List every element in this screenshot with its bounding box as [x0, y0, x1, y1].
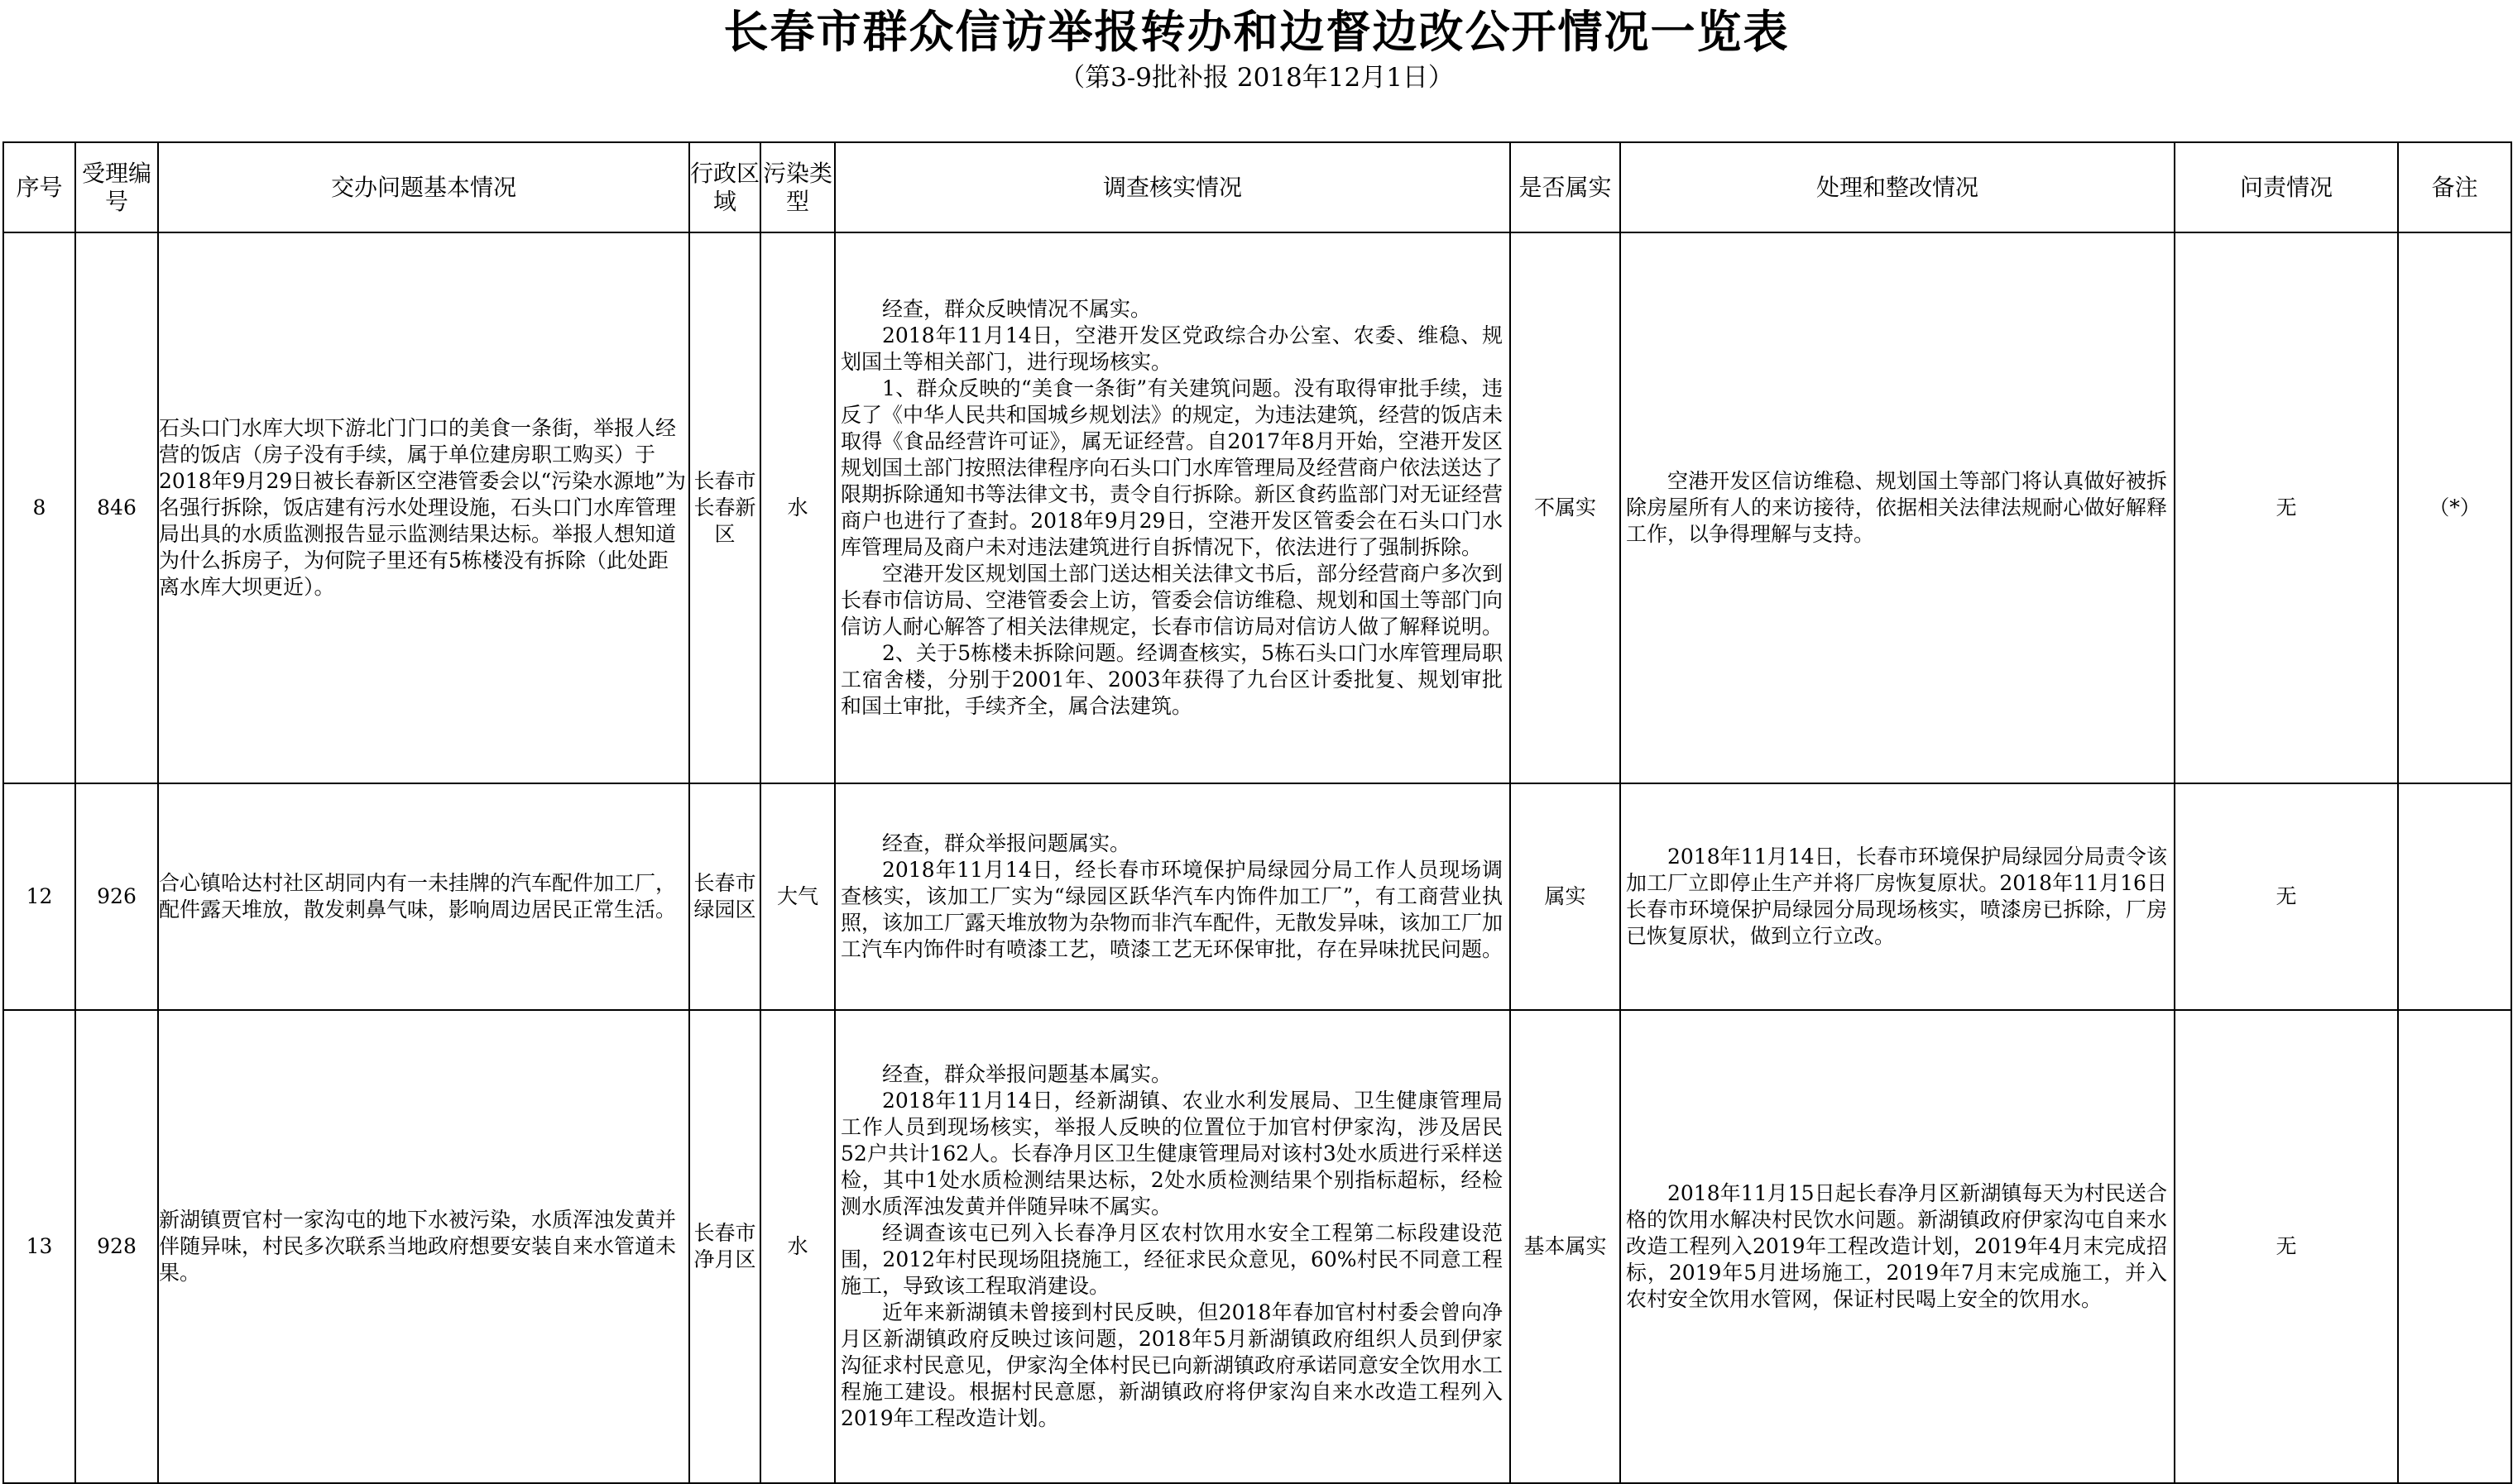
investigation-paragraph: 经查，群众举报问题属实。 [882, 831, 1131, 855]
cell-issue: 新湖镇贾官村一家沟屯的地下水被污染，水质浑浊发黄并伴随异味，村民多次联系当地政府想要安装自来水管道未果。 [158, 1010, 689, 1483]
cell-investigation [835, 1010, 1510, 1483]
cell-remarks [2398, 1010, 2511, 1483]
table-row [3, 232, 2511, 783]
header-region: 行政区域 [689, 142, 760, 232]
cell-seq: 12 [3, 783, 75, 1010]
investigation-paragraph: 空港开发区规划国土部门送达相关法律文书后，部分经营商户多次到长春市信访局、空港管委会上访，管委会信访维稳、规划和国土等部门向信访人耐心解答了相关法律规定，长春市信访局对信访人做了解释说明。 [841, 562, 1503, 639]
cell-handling [1620, 783, 2175, 1010]
cell-seq: 13 [3, 1010, 75, 1483]
cell-receipt-no: 926 [75, 783, 158, 1010]
cell-handling [1620, 232, 2175, 783]
table-header-row [3, 142, 2511, 232]
header-remarks: 备注 [2398, 142, 2511, 232]
cell-receipt-no: 846 [75, 232, 158, 783]
investigation-paragraph: 经查，群众反映情况不属实。 [882, 297, 1152, 321]
investigation-paragraph: 2018年11月14日，经新湖镇、农业水利发展局、卫生健康管理局工作人员到现场核实，举报人反映的位置位于加官村伊家沟，涉及居民52户共计162人。长春净月区卫生健康管理局对该村3处水质进行采样送检，其中1处水质检测结果达标，2处水质检测结果个别指标超标，经检测水质浑浊发黄并伴随异味不属实。 [841, 1089, 1503, 1218]
investigation-paragraph: 2018年11月14日，空港开发区党政综合办公室、农委、维稳、规划国土等相关部门，进行现场核实。 [841, 323, 1503, 374]
investigation-paragraph: 经调查该屯已列入长春净月区农村饮用水安全工程第二标段建设范围，2012年村民现场阻挠施工，经征求民众意见，60%村民不同意工程施工，导致该工程取消建设。 [841, 1221, 1503, 1298]
header-seq: 序号 [3, 142, 75, 232]
cell-pollution: 水 [760, 232, 835, 783]
table-row [3, 783, 2511, 1010]
cell-remarks: （*） [2398, 232, 2511, 783]
header-pollution: 污染类型 [760, 142, 835, 232]
investigation-paragraph: 经查，群众举报问题基本属实。 [882, 1062, 1173, 1086]
cell-accountability: 无 [2175, 783, 2398, 1010]
cell-accountability: 无 [2175, 1010, 2398, 1483]
table-row [3, 1010, 2511, 1483]
cell-issue: 合心镇哈达村社区胡同内有一未挂牌的汽车配件加工厂，配件露天堆放，散发刺鼻气味，影响周边居民正常生活。 [158, 783, 689, 1010]
cell-receipt-no: 928 [75, 1010, 158, 1483]
cell-remarks [2398, 783, 2511, 1010]
investigation-paragraph: 2018年11月14日，经长春市环境保护局绿园分局工作人员现场调查核实，该加工厂实为“绿园区跃华汽车内饰件加工厂”，有工商营业执照，该加工厂露天堆放物为杂物而非汽车配件，无散发异味，该加工厂加工汽车内饰件时有喷漆工艺，喷漆工艺无环保审批，存在异味扰民问题。 [841, 858, 1503, 961]
cell-issue: 石头口门水库大坝下游北门门口的美食一条街，举报人经营的饭店（房子没有手续，属于单位建房职工购买）于2018年9月29日被长春新区空港管委会以“污染水源地”为名强行拆除，饭店建有污水处理设施，石头口门水库管理局出具的水质监测报告显示监测结果达标。举报人想知道为什么拆房子，为何院子里还有5栋楼没有拆除（此处距离水库大坝更近）。 [158, 232, 689, 783]
page-subtitle: （第3-9批补报 2018年12月1日） [1059, 63, 1454, 93]
page-title: 长春市群众信访举报转办和边督边改公开情况一览表 [723, 6, 1790, 58]
cell-investigation [835, 783, 1510, 1010]
cell-region: 长春市长春新区 [689, 232, 760, 783]
cell-pollution: 水 [760, 1010, 835, 1483]
report-table [2, 141, 2512, 1484]
header-handling: 处理和整改情况 [1620, 142, 2175, 232]
header-issue: 交办问题基本情况 [158, 142, 689, 232]
cell-seq: 8 [3, 232, 75, 783]
header-receipt-no: 受理编号 [75, 142, 158, 232]
cell-handling [1620, 1010, 2175, 1483]
cell-region: 长春市绿园区 [689, 783, 760, 1010]
cell-accountability: 无 [2175, 232, 2398, 783]
header-investigation: 调查核实情况 [835, 142, 1510, 232]
cell-verified: 不属实 [1510, 232, 1620, 783]
header-accountability: 问责情况 [2175, 142, 2398, 232]
investigation-paragraph: 近年来新湖镇未曾接到村民反映，但2018年春加官村村委会曾向净月区新湖镇政府反映过该问题，2018年5月新湖镇政府组织人员到伊家沟征求村民意见，伊家沟全体村民已向新湖镇政府承诺同意安全饮用水工程施工建设。根据村民意愿，新湖镇政府将伊家沟自来水改造工程列入2019年工程改造计划。 [841, 1300, 1503, 1430]
cell-verified: 基本属实 [1510, 1010, 1620, 1483]
handling-text: 2018年11月15日起长春净月区新湖镇每天为村民送合格的饮用水解决村民饮水问题。新湖镇政府伊家沟屯自来水改造工程列入2019年工程改造计划，2019年4月末完成招标，2019年5月进场施工，2019年7月末完成施工，并入农村安全饮用水管网，保证村民喝上安全的饮用水。 [1626, 1181, 2167, 1311]
cell-region: 长春市净月区 [689, 1010, 760, 1483]
handling-text: 空港开发区信访维稳、规划国土等部门将认真做好被拆除房屋所有人的来访接待，依据相关法律法规耐心做好解释工作，以争得理解与支持。 [1626, 469, 2167, 546]
cell-verified: 属实 [1510, 783, 1620, 1010]
cell-pollution: 大气 [760, 783, 835, 1010]
investigation-paragraph: 2、关于5栋楼未拆除问题。经调查核实，5栋石头口门水库管理局职工宿舍楼，分别于2001年、2003年获得了九台区计委批复、规划审批和国土审批，手续齐全，属合法建筑。 [841, 641, 1503, 718]
investigation-paragraph: 1、群众反映的“美食一条街”有关建筑问题。没有取得审批手续，违反了《中华人民共和国城乡规划法》的规定，为违法建筑，经营的饭店未取得《食品经营许可证》，属无证经营。自2017年8月开始，空港开发区规划国土部门按照法律程序向石头口门水库管理局及经营商户依法送达了限期拆除通知书等法律文书，责令自行拆除。新区食药监部门对无证经营商户也进行了查封。2018年9月29日，空港开发区管委会在石头口门水库管理局及商户未对违法建筑进行自拆情况下，依法进行了强制拆除。 [841, 376, 1503, 559]
cell-investigation [835, 232, 1510, 783]
handling-text: 2018年11月14日，长春市环境保护局绿园分局责令该加工厂立即停止生产并将厂房恢复原状。2018年11月16日长春市环境保护局绿园分局现场核实，喷漆房已拆除，厂房已恢复原状，做到立行立改。 [1626, 845, 2167, 948]
header-verified: 是否属实 [1510, 142, 1620, 232]
